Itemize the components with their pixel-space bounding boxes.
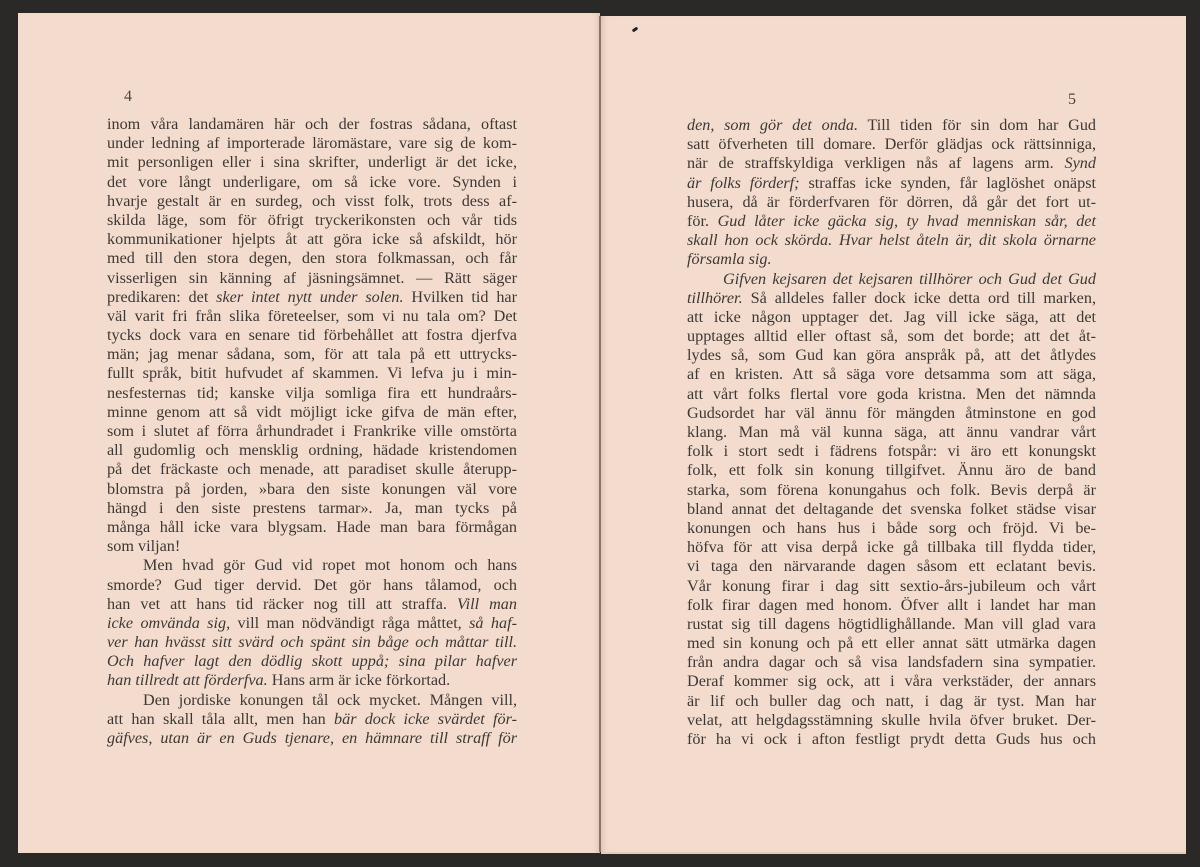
body-text: inom våra landamären här och der fostras sådana, oftast [107, 115, 517, 133]
body-text: visserligen sin känning af jäsningsämnet. — Rätt säger [107, 268, 517, 287]
text-line [107, 173, 517, 192]
italic-text: Och hafver lagt den dödlig skott uppå; sina pilar hafver [107, 652, 517, 671]
text-line [687, 154, 1096, 173]
body-text: mit personligen eller i sina skrifter, underligt är det icke, [107, 153, 517, 172]
text-line [107, 710, 517, 729]
italic-text: församla sig. [687, 250, 772, 269]
body-text: kommunikationer hjelpts åt att göra icke så afskildt, hör [107, 230, 517, 249]
text-line [107, 595, 517, 614]
body-text: Hvilken tid har [403, 287, 517, 306]
italic-text: Gifven kejsaren det kejsaren tillhörer och Gud det Gud [723, 269, 1096, 288]
page-number-left: 4 [124, 88, 132, 105]
body-text: som viljan! [107, 537, 181, 556]
text-line [687, 615, 1096, 634]
text-line [107, 364, 517, 383]
body-text: all gudomlig och mensklig ordning, hädade kristendomen [107, 441, 517, 460]
body-text: husera, då är förderfvaren för dörren, då går det fort ut- [687, 192, 1096, 211]
body-text: med sin konung och på ett eller annat sätt utmärka dagen [687, 634, 1096, 653]
body-text: som i slutet af förra århundradet i Frankrike ville omstörta [107, 422, 517, 440]
body-text: tycks dock vara en senare tid förbehållet att fostra djerfva [107, 326, 517, 345]
body-text: hvarje gestalt är en surdeg, och visst folk, trots dess af- [107, 191, 517, 210]
body-text: hängd i den siste prestens tarmar». Ja, man tycks på [107, 498, 517, 517]
italic-text: så haf- [469, 613, 517, 632]
body-text: Vår konung firar i dag sitt sextio-års-jubileum och vårt [687, 576, 1096, 595]
body-text: vill man nödvändigt råga måttet, [230, 613, 470, 632]
italic-text: bär dock icke svärdet för- [334, 709, 517, 728]
right-page-text [687, 116, 1096, 749]
text-line [107, 288, 517, 307]
body-text: höfva för att visa derpå icke gå tillbaka till flydda tider, [687, 538, 1096, 557]
italic-text: han tillredt att förderfva. [107, 671, 268, 690]
body-text: bland annat det deltagande det svenska folket städse visar [687, 499, 1096, 518]
text-line [687, 672, 1096, 691]
body-text: upptages alltid eller oftast så, som det borde; att det åt- [687, 327, 1096, 346]
text-line [107, 403, 517, 422]
text-line [107, 134, 517, 153]
text-line [687, 577, 1096, 596]
text-line [687, 538, 1096, 557]
body-text: satt öfverheten till domare. Derför glädjas ock rättsinniga, [687, 135, 1096, 154]
body-text: straffas icke synden, får laglöshet onäpst [799, 173, 1096, 192]
body-text: konungen och hans hus i både sorg och fröjd. Vi be- [687, 518, 1096, 537]
body-text: Till tiden för sin dom har Gud [858, 116, 1097, 134]
text-line [107, 671, 517, 690]
italic-text: är folks förderf; [687, 173, 800, 192]
text-line [687, 327, 1096, 346]
body-text: att vårt folks flertal vore goda kristna. Men det nämnda [687, 384, 1096, 403]
text-line [107, 576, 517, 595]
text-line [107, 460, 517, 479]
italic-text: den, som gör det onda. [687, 116, 859, 134]
body-text: blomstra på jorden, »bara den siste konungen väl vore [107, 479, 517, 498]
text-line [107, 422, 517, 441]
body-text: minne genom att så vidt möjligt icke gifva de män efter, [107, 402, 517, 421]
body-text: starka, som förena konungahus och folk. Bevis derpå är [687, 480, 1096, 499]
body-text: för. [687, 211, 718, 230]
page-number-right: 5 [1068, 91, 1076, 108]
text-line [107, 441, 517, 460]
body-text: att icke någon upptager det. Jag vill icke säga, att det [687, 307, 1096, 326]
body-text: Hans arm är icke förkortad. [267, 671, 451, 690]
body-text: Gudsordet har väl ännu för mängden åtminstone en god [687, 403, 1096, 422]
body-text: för ha vi ock i afton festligt prydt detta Guds hus och [687, 730, 1096, 748]
body-text: är lif och buller dag och natt, i dag är tyst. Man har [687, 691, 1096, 710]
italic-text: icke omvända sig, [107, 613, 231, 632]
text-line [107, 211, 517, 230]
text-line [107, 499, 517, 518]
text-line [107, 153, 517, 172]
italic-text: Vill man [456, 594, 517, 613]
text-line [107, 326, 517, 345]
text-line [107, 115, 517, 134]
text-line [107, 307, 517, 326]
text-line [107, 249, 517, 268]
text-line [687, 365, 1096, 384]
text-line [687, 481, 1096, 500]
text-line [687, 500, 1096, 519]
body-text: folk, ett folk sin konung tillgifvet. Ännu äro de band [687, 461, 1096, 480]
text-line [687, 231, 1096, 250]
text-line [687, 404, 1096, 423]
body-text: han vet att hans tid räcker nog till att straffa. [107, 594, 457, 613]
body-text: Så alldeles faller dock icke detta ord till marken, [742, 288, 1096, 307]
left-page-text [107, 115, 517, 748]
text-line [107, 518, 517, 537]
text-line [687, 519, 1096, 538]
text-line [107, 345, 517, 364]
body-text: under ledning af importerade läromästare, vare sig de kom- [107, 134, 517, 153]
body-text: på det fräckaste och menade, att paradiset skulle återupp- [107, 460, 517, 479]
text-line [687, 289, 1096, 308]
body-text: vi taga den närvarande dagen såsom ett eclatant bevis. [687, 557, 1096, 576]
text-line [687, 634, 1096, 653]
text-line [107, 230, 517, 249]
italic-text: skall hon ock skörda. Hvar helst åteln är, dit skola örnarne [687, 231, 1096, 250]
text-line [687, 442, 1096, 461]
body-text: Deraf kommer sig ock, att i våra verkstäder, der annars [687, 672, 1096, 691]
text-line [107, 691, 517, 710]
body-text: nesfesternas tid; kanske vilja somliga fira ett hundraårs- [107, 383, 517, 402]
text-line [687, 212, 1096, 231]
italic-text: gäfves, utan är en Guds tjenare, en hämnare till straff för [107, 729, 517, 747]
italic-text: tillhörer. [687, 288, 743, 307]
text-line [687, 711, 1096, 730]
text-line [687, 557, 1096, 576]
body-text: klang. Man må väl kunna säga, att ännu vandrar vårt [687, 423, 1096, 441]
body-text: rustat sig till dagens högtidlighållande. Man vill glad vara [687, 614, 1096, 633]
body-text: skilda läge, som för öfrigt tryckerikonsten och vår tids [107, 210, 517, 229]
italic-text: ver han hvässt sitt svärd och spänt sin båge och måttar till. [107, 633, 517, 652]
text-line [107, 652, 517, 671]
text-line [107, 633, 517, 652]
body-text: Men hvad gör Gud vid ropet mot honom och hans [143, 556, 517, 575]
body-text: från andra dagar och så visa landsfadern sina sympatier. [687, 653, 1096, 672]
text-line [107, 384, 517, 403]
text-line [107, 614, 517, 633]
text-line [687, 730, 1096, 749]
text-line [107, 192, 517, 211]
text-line [687, 308, 1096, 327]
body-text: med till den stora degen, den stora folkmassan, och får [107, 249, 517, 268]
body-text: af en kristen. Att så säga vore detsamma som att säga, [687, 365, 1096, 384]
text-line [687, 116, 1096, 135]
text-line [687, 135, 1096, 154]
body-text: väl varit fri från slika företeelser, som vi nu tala om? Det [107, 306, 517, 325]
text-line [687, 250, 1096, 269]
text-line [687, 461, 1096, 480]
text-line [107, 556, 517, 575]
text-line [687, 346, 1096, 365]
body-text: att han skall tåla allt, men han [107, 709, 334, 728]
body-text: folk firar dagen med honom. Öfver allt i landet har man [687, 595, 1096, 614]
text-line [687, 596, 1096, 615]
body-text: smorde? Gud tiger dervid. Det gör hans tålamod, och [107, 575, 517, 594]
text-line [107, 729, 517, 748]
text-line [687, 385, 1096, 404]
italic-text: sker intet nytt under solen. [216, 287, 404, 306]
italic-text: Synd [1064, 154, 1096, 173]
body-text: män; jag menar sådana, som, för att tala på ett uttrycks- [107, 345, 517, 364]
body-text: lydes så, som Gud kan göra anspråk på, att det åtlydes [687, 346, 1096, 365]
body-text: velat, att helgdagsstämning skulle hvila öfver bruket. Der- [687, 710, 1096, 729]
body-text: folk i stort sedt i fädrens fotspår: vi äro ett konungskt [687, 442, 1096, 461]
text-line [687, 174, 1096, 193]
text-line [687, 423, 1096, 442]
text-line [687, 193, 1096, 212]
body-text: när de straffskyldiga verkligen nås af lagens arm. [687, 154, 1065, 173]
text-line [107, 269, 517, 288]
text-line [687, 692, 1096, 711]
body-text: fullt språk, bitit hufvudet af skammen. Vi lefva ju i min- [107, 364, 517, 383]
body-text: predikaren: det [107, 287, 217, 306]
text-line [107, 480, 517, 499]
body-text: många håll icke vara blygsam. Hade man bara förmågan [107, 517, 517, 536]
text-line [687, 653, 1096, 672]
body-text: Den jordiske konungen tål ock mycket. Mången vill, [143, 690, 517, 709]
book-gutter [599, 16, 601, 852]
text-line [107, 537, 517, 556]
body-text: det vore långt underligare, om så icke vore. Synden i [107, 172, 517, 191]
text-line [687, 270, 1096, 289]
italic-text: Gud låter icke gäcka sig, ty hvad menniskan sår, det [717, 211, 1096, 230]
